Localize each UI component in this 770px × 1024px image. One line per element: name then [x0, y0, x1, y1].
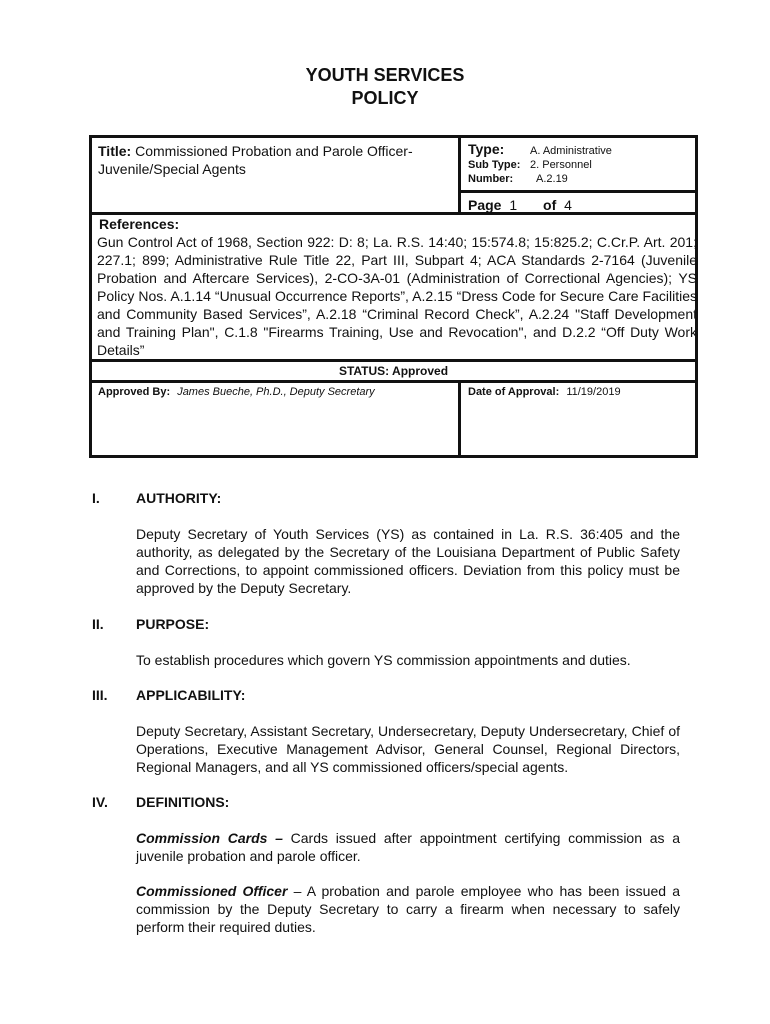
status-badge: STATUS: Approved: [338, 364, 449, 378]
definition-commission-cards: [136, 829, 680, 865]
divider-vertical-top: [458, 138, 461, 215]
type-label: Type:: [468, 141, 505, 157]
policy-info-box: [89, 135, 698, 458]
definition-commissioned-officer: [136, 882, 680, 936]
section-1-text: Deputy Secretary of Youth Services (YS) as contained in La. R.S. 36:405 and the authority, as delegated by the Secretary of the Louisiana Department of Public Safety and Corrections, to appoint commissioned officers. Deviation from this policy must be approved by the Deputy Secretary.: [136, 526, 680, 596]
references-text: Gun Control Act of 1968, Section 922: D: 8; La. R.S. 14:40; 15:574.8; 15:825.2; C.Cr.P. Art. 201; 227.1; 899; Administrative Rule Title 22, Part III, Subpart 4; ACA Standards 2-7164 (Juvenile Probation and Aftercare Services), 2-CO-3A-01 (Administration of Correctional Agencies); YS Policy Nos. A.1.14 “Unusual Occurrence Reports”, A.2.15 “Dress Code for Secure Care Facilities and Community Based Services”, A.2.18 “Criminal Record Check”, A.2.24 "Staff Development and Training Plan", C.1.8 "Firearms Training, Use and Revocation", and D.2.2 “Off Duty Work Details”: [97, 234, 697, 358]
approval-date: [468, 386, 621, 398]
section-4-number: IV.: [92, 794, 108, 810]
section-2-number: II.: [92, 616, 104, 632]
title-label: Title:: [98, 143, 132, 159]
divider-page-top: [458, 190, 695, 193]
definition-1-text: Cards issued after appointment certifying commission as a juvenile probation and parole officer.: [136, 830, 681, 864]
subtype-value: 2. Personnel: [530, 159, 592, 171]
approved-by-value: James Bueche, Ph.D., Deputy Secretary: [177, 386, 375, 398]
section-1-number: I.: [92, 490, 100, 506]
header-line-2: POLICY: [351, 88, 419, 108]
divider-vertical-bottom: [458, 380, 461, 455]
page-header: [0, 64, 770, 110]
section-3-text: Deputy Secretary, Assistant Secretary, Undersecretary, Deputy Undersecretary, Chief of Operations, Executive Management Advisor, General Counsel, Regional Directors, Regional Managers, and all YS commissioned officers/special agents.: [136, 723, 680, 775]
section-4-heading: DEFINITIONS:: [136, 794, 230, 810]
references-block: [97, 215, 697, 359]
subtype-label: Sub Type:: [468, 159, 521, 171]
number-label: Number:: [468, 173, 514, 185]
divider-status-top: [92, 359, 695, 362]
page-current: 1: [509, 197, 518, 213]
section-2-heading: PURPOSE:: [136, 616, 210, 632]
divider-status-bottom: [92, 380, 695, 383]
approved-by-label: Approved By:: [98, 386, 171, 398]
section-3-number: III.: [92, 687, 108, 703]
page-label: Page: [468, 197, 502, 213]
date-label: Date of Approval:: [468, 386, 560, 398]
section-3-heading: APPLICABILITY:: [136, 687, 246, 703]
section-2-text: To establish procedures which govern YS commission appointments and duties.: [136, 652, 631, 668]
date-value: 11/19/2019: [566, 386, 621, 398]
references-label: References:: [99, 216, 180, 232]
definition-1-term: Commission Cards –: [136, 830, 283, 846]
section-1-heading: AUTHORITY:: [136, 490, 222, 506]
policy-type-block: [468, 142, 698, 186]
type-value: A. Administrative: [530, 145, 612, 157]
title-text: Commissioned Probation and Parole Officer-Juvenile/Special Agents: [98, 143, 413, 177]
definition-2-text: – A probation and parole employee who has been issued a commission by the Deputy Secretary to carry a firearm when necessary to safely perform their required duties.: [136, 883, 680, 935]
page-counter: [468, 197, 572, 213]
approved-by: [98, 386, 375, 398]
number-value: A.2.19: [536, 173, 568, 185]
page-total: 4: [564, 197, 572, 213]
header-line-1: YOUTH SERVICES: [305, 65, 465, 85]
page-of: of: [543, 197, 557, 213]
definition-2-term: Commissioned Officer: [136, 883, 288, 899]
policy-title: [98, 142, 458, 178]
